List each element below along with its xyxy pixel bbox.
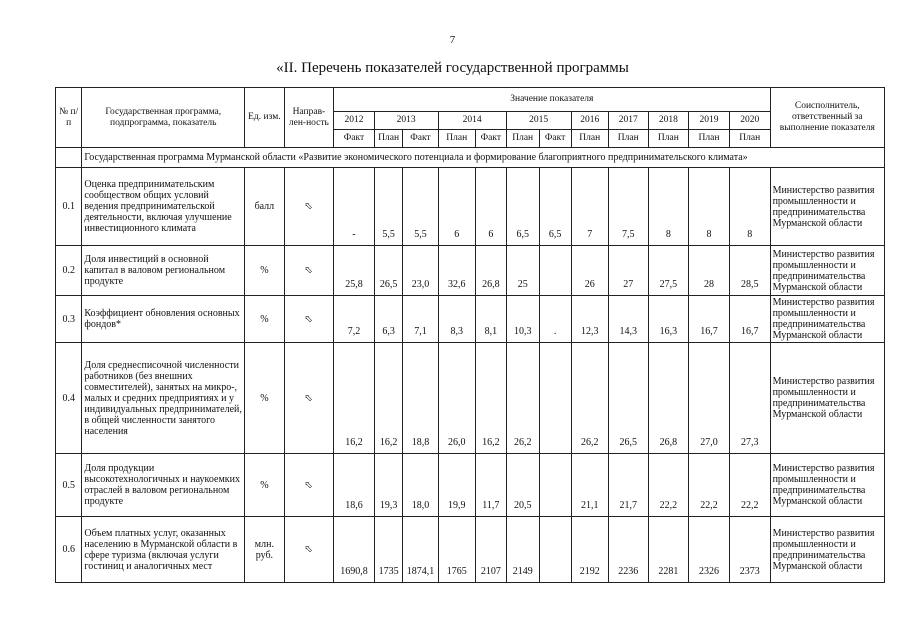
- indicator-name: Доля продукции высокотехнологичных и наукоемких отраслей в валовом региональном продукте: [82, 454, 245, 517]
- value-cell: 27: [608, 246, 648, 296]
- value-cell: 8: [689, 168, 730, 246]
- value-cell: 26,0: [438, 343, 475, 454]
- value-cell: 2192: [571, 517, 608, 583]
- table-row: [56, 517, 885, 583]
- value-cell: 19,3: [374, 454, 403, 517]
- value-cell: 26,5: [608, 343, 648, 454]
- value-cell: 16,2: [334, 343, 375, 454]
- value-cell: 32,6: [438, 246, 475, 296]
- value-cell: 27,5: [648, 246, 689, 296]
- table-row: [56, 343, 885, 454]
- value-cell: 7,1: [403, 296, 438, 343]
- coexecutor-cell: Министерство развития промышленности и предпринимательства Мурманской области: [770, 454, 884, 517]
- year-2015: 2015: [506, 112, 571, 130]
- value-cell: 21,1: [571, 454, 608, 517]
- value-cell: 1690,8: [334, 517, 375, 583]
- value-cell: 22,2: [729, 454, 770, 517]
- year-2018: 2018: [648, 112, 689, 130]
- value-cell: 21,7: [608, 454, 648, 517]
- value-cell: 6,5: [539, 168, 571, 246]
- row-number: 0.3: [56, 296, 82, 343]
- direction-cell: [284, 517, 333, 583]
- value-cell: 8: [729, 168, 770, 246]
- table-row: [56, 296, 885, 343]
- year-2013: 2013: [374, 112, 438, 130]
- value-cell: 19,9: [438, 454, 475, 517]
- value-cell: -: [334, 168, 375, 246]
- table-row: [56, 168, 885, 246]
- value-cell: 1765: [438, 517, 475, 583]
- coexecutor-cell: Министерство развития промышленности и предпринимательства Мурманской области: [770, 246, 884, 296]
- header-direction: Направ-лен-ность: [284, 88, 333, 148]
- year-2017: 2017: [608, 112, 648, 130]
- indicator-name: Доля среднесписочной численности работников (без внешних совместителей), занятых на микро-, малых и средних предприятиях и у индивидуальных предпринимателей, в общей численности занятого населения: [82, 343, 245, 454]
- year-2012: 2012: [334, 112, 375, 130]
- header-num: № п/п: [56, 88, 82, 148]
- program-title: Государственная программа Мурманской области «Развитие экономического потенциала и формирование благоприятного предпринимательского климата»: [82, 148, 885, 168]
- direction-arrow-icon: ⇧: [302, 312, 316, 326]
- header-coexecutor: Соисполнитель, ответственный за выполнение показателя: [770, 88, 884, 148]
- value-cell: 6,5: [506, 168, 539, 246]
- value-cell: 10,3: [506, 296, 539, 343]
- value-cell: 26,5: [374, 246, 403, 296]
- indicator-name: Коэффициент обновления основных фондов*: [82, 296, 245, 343]
- subheader-cell: Факт: [475, 130, 506, 148]
- subheader-cell: План: [506, 130, 539, 148]
- value-cell: 27,0: [689, 343, 730, 454]
- value-cell: 20,5: [506, 454, 539, 517]
- unit-cell: %: [245, 246, 285, 296]
- direction-arrow-icon: ⇧: [302, 542, 316, 557]
- value-cell: 2236: [608, 517, 648, 583]
- value-cell: 8,1: [475, 296, 506, 343]
- value-cell: 8: [648, 168, 689, 246]
- direction-cell: [284, 296, 333, 343]
- coexecutor-cell: Министерство развития промышленности и предпринимательства Мурманской области: [770, 168, 884, 246]
- unit-cell: %: [245, 343, 285, 454]
- indicators-table: [55, 87, 885, 583]
- value-cell: 2107: [475, 517, 506, 583]
- row-number: 0.5: [56, 454, 82, 517]
- value-cell: 16,7: [729, 296, 770, 343]
- year-2014: 2014: [438, 112, 506, 130]
- direction-arrow-icon: ⇧: [302, 199, 316, 214]
- value-cell: 16,3: [648, 296, 689, 343]
- direction-cell: [284, 343, 333, 454]
- value-cell: 18,0: [403, 454, 438, 517]
- value-cell: 28: [689, 246, 730, 296]
- subheader-cell: План: [648, 130, 689, 148]
- value-cell: [539, 517, 571, 583]
- value-cell: 26: [571, 246, 608, 296]
- page-number: 7: [449, 34, 456, 46]
- value-cell: 1874,1: [403, 517, 438, 583]
- value-cell: 5,5: [403, 168, 438, 246]
- table-row: [56, 454, 885, 517]
- value-cell: 26,2: [506, 343, 539, 454]
- unit-cell: балл: [245, 168, 285, 246]
- value-cell: 6,3: [374, 296, 403, 343]
- value-cell: 28,5: [729, 246, 770, 296]
- value-cell: 11,7: [475, 454, 506, 517]
- indicator-name: Объем платных услуг, оказанных населению в Мурманской области в сфере туризма (включая услуги гостиниц и аналогичных мест: [82, 517, 245, 583]
- direction-cell: [284, 168, 333, 246]
- indicator-name: Оценка предпринимательским сообществом общих условий ведения предпринимательской деятельности, включая улучшение инвестиционного климата: [82, 168, 245, 246]
- unit-cell: %: [245, 454, 285, 517]
- unit-cell: %: [245, 296, 285, 343]
- header-unit: Ед. изм.: [245, 88, 285, 148]
- value-cell: 8,3: [438, 296, 475, 343]
- value-cell: 6: [438, 168, 475, 246]
- value-cell: 18,6: [334, 454, 375, 517]
- value-cell: 25,8: [334, 246, 375, 296]
- value-cell: [539, 343, 571, 454]
- value-cell: 16,7: [689, 296, 730, 343]
- row-number: 0.4: [56, 343, 82, 454]
- unit-cell: млн. руб.: [245, 517, 285, 583]
- row-number: 0.2: [56, 246, 82, 296]
- value-cell: 26,8: [648, 343, 689, 454]
- direction-cell: [284, 454, 333, 517]
- value-cell: [539, 454, 571, 517]
- value-cell: 26,8: [475, 246, 506, 296]
- row-number: 0.6: [56, 517, 82, 583]
- value-cell: 6: [475, 168, 506, 246]
- subheader-cell: План: [689, 130, 730, 148]
- subheader-cell: План: [571, 130, 608, 148]
- value-cell: 27,3: [729, 343, 770, 454]
- direction-arrow-icon: ⇧: [302, 478, 316, 492]
- value-cell: 22,2: [689, 454, 730, 517]
- indicator-name: Доля инвестиций в основной капитал в валовом региональном продукте: [82, 246, 245, 296]
- direction-arrow-icon: ⇧: [302, 263, 316, 278]
- direction-arrow-icon: ⇧: [302, 391, 316, 405]
- value-cell: 18,8: [403, 343, 438, 454]
- direction-cell: [284, 246, 333, 296]
- value-cell: 14,3: [608, 296, 648, 343]
- coexecutor-cell: Министерство развития промышленности и предпринимательства Мурманской области: [770, 517, 884, 583]
- subheader-cell: Факт: [539, 130, 571, 148]
- coexecutor-cell: Министерство развития промышленности и предпринимательства Мурманской области: [770, 296, 884, 343]
- value-cell: 2373: [729, 517, 770, 583]
- value-cell: 5,5: [374, 168, 403, 246]
- subheader-cell: План: [374, 130, 403, 148]
- subheader-cell: План: [729, 130, 770, 148]
- value-cell: 7,5: [608, 168, 648, 246]
- value-cell: 7: [571, 168, 608, 246]
- year-2019: 2019: [689, 112, 730, 130]
- value-cell: 16,2: [374, 343, 403, 454]
- value-cell: .: [539, 296, 571, 343]
- year-2020: 2020: [729, 112, 770, 130]
- table-row: [56, 246, 885, 296]
- subheader-cell: Факт: [403, 130, 438, 148]
- value-cell: 2281: [648, 517, 689, 583]
- section-title: «II. Перечень показателей государственной программы: [276, 60, 629, 76]
- value-cell: 7,2: [334, 296, 375, 343]
- value-cell: 23,0: [403, 246, 438, 296]
- year-2016: 2016: [571, 112, 608, 130]
- header-name: Государственная программа, подпрограмма, показатель: [82, 88, 245, 148]
- subheader-cell: Факт: [334, 130, 375, 148]
- subheader-cell: План: [438, 130, 475, 148]
- value-cell: 26,2: [571, 343, 608, 454]
- value-cell: 22,2: [648, 454, 689, 517]
- value-cell: 2149: [506, 517, 539, 583]
- value-cell: 16,2: [475, 343, 506, 454]
- value-cell: 25: [506, 246, 539, 296]
- value-cell: 1735: [374, 517, 403, 583]
- subheader-cell: План: [608, 130, 648, 148]
- row-number: 0.1: [56, 168, 82, 246]
- value-cell: [539, 246, 571, 296]
- value-cell: 12,3: [571, 296, 608, 343]
- header-value: Значение показателя: [334, 88, 770, 112]
- value-cell: 2326: [689, 517, 730, 583]
- coexecutor-cell: Министерство развития промышленности и предпринимательства Мурманской области: [770, 343, 884, 454]
